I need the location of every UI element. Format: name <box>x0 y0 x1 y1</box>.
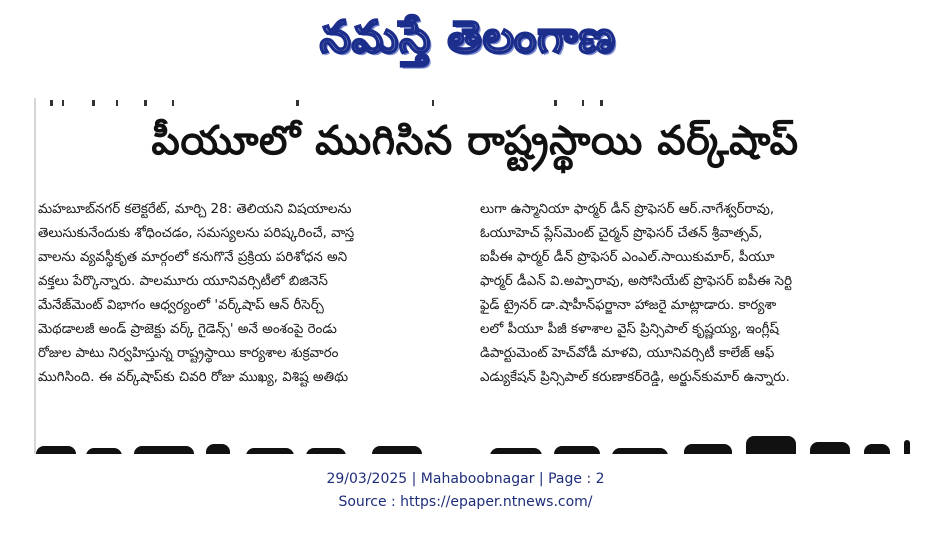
newspaper-masthead <box>268 8 668 78</box>
body-line: ముగిసింది. ఈ వర్క్‌షాప్‌కు చివరి రోజు ముఖ్య, విశిష్ట అతిథు <box>38 370 349 385</box>
body-line: తెలుసుకునేందుకు శోధించడం, సమస్యలను పరిష్కరించే, వాస్త <box>38 226 355 241</box>
article-clipping <box>34 98 916 454</box>
edition-info: 29/03/2025 | Mahaboobnagar | Page : 2 <box>326 471 605 487</box>
body-line: మేనేజ్‌మెంట్ విభాగం ఆధ్వర్యంలో 'వర్క్‌షాప్ ఆన్ రీసెర్చ్ <box>38 298 324 313</box>
body-line: వక్తలు పేర్కొన్నారు. పాలమూరు యూనివర్సిటీలో బిజినెస్ <box>38 274 328 289</box>
page-footer <box>0 468 931 514</box>
right-column <box>480 198 912 390</box>
body-line: లలో పీయూ పీజీ కళాశాల వైస్ ప్రిన్సిపాల్ కృష్ణయ్య, ఇంగ్లీష్ <box>480 322 779 337</box>
left-column <box>38 198 470 390</box>
body-line: లుగా ఉస్మానియా ఫార్మర్ డీన్ ప్రొఫెసర్ ఆర్.నాగేశ్వర్‌రావు, <box>480 202 775 217</box>
masthead-title: నమస్తే తెలంగాణ <box>319 12 617 63</box>
cut-headline-bottom <box>34 432 916 454</box>
body-line: ఫార్మర్ డీఎన్ వి.అప్పారావు, అసోసియేట్ ప్రొఫెసర్ ఐపీఈ సెర్టి <box>480 274 793 289</box>
article-body <box>34 198 916 418</box>
body-line: ఓయూహెచ్ ప్లేస్‌మెంట్ చైర్మన్ ప్రొఫెసర్ చేతన్ శ్రీవాత్సవ్, <box>480 226 763 241</box>
headline-text: పీయూలో ముగిసిన రాష్ట్రస్థాయి వర్క్‌షాప్ <box>151 118 799 164</box>
body-line: డిపార్టుమెంట్ హెచ్‌వోడీ మాళవి, యూనివర్సిటీ కాలేజ్ ఆఫ్ <box>480 346 775 361</box>
article-headline <box>34 116 916 176</box>
body-line: రోజుల పాటు నిర్వహిస్తున్న రాష్ట్రస్థాయి కార్యశాల శుక్రవారం <box>38 346 339 361</box>
body-line: ఎడ్యుకేషన్ ప్రిన్సిపాల్ కరుణాకర్‌రెడ్డి, అర్జున్‌కుమార్ ఉన్నారు. <box>480 370 790 385</box>
body-line: వాలను వ్యవస్థీకృత మార్గంలో కనుగొనే ప్రక్రియ పరిశోధన అని <box>38 250 348 265</box>
source-url: Source : https://epaper.ntnews.com/ <box>338 494 593 510</box>
body-line: మహబూబ్‌నగర్ కలెక్టరేట్, మార్చి 28: తెలియని విషయాలను <box>38 202 352 217</box>
body-line: ఫైడ్ ట్రైనర్ డా.షాహీన్‌ఫర్జానా హాజరై మాట్లాడారు. కార్యశా <box>480 298 777 313</box>
cut-text-top <box>34 98 916 108</box>
body-line: మెథడాలజీ అండ్ ప్రాజెక్టు వర్క్ గైడెన్స్' అనే అంశంపై రెండు <box>38 322 337 337</box>
body-line: ఐపీఈ ఫార్మర్ డీన్ ప్రొఫెసర్ ఎంఎల్.సాయికుమార్, పీయూ <box>480 250 775 265</box>
